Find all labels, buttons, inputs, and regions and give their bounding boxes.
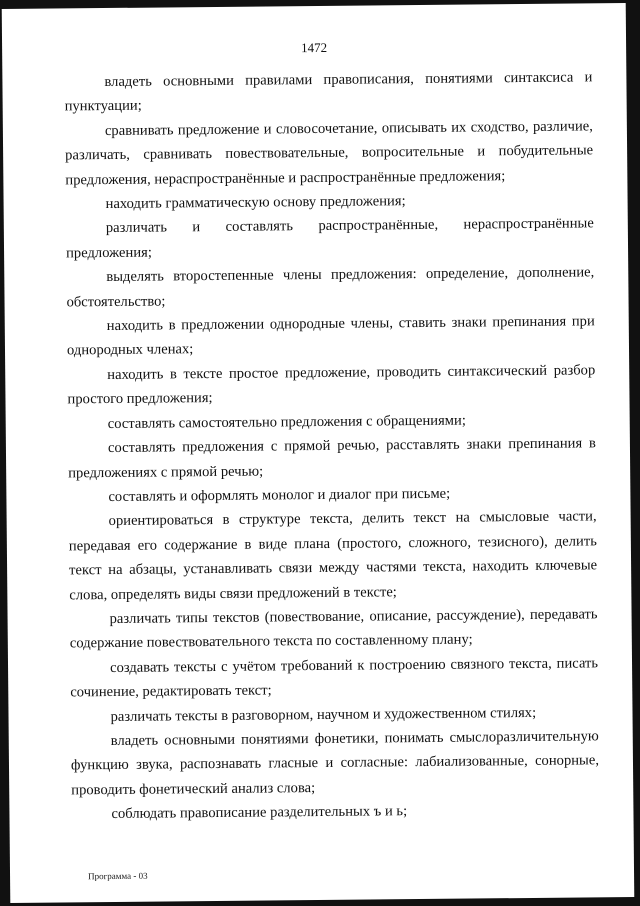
paragraph: различать типы текстов (повествование, описание, рассуждение), передавать содержание повествовательного текста по составленному плану; — [69, 606, 598, 652]
paragraph: различать и составлять распространённые, нераспространённые предложения; — [65, 215, 594, 262]
paragraph: ориентироваться в структуре текста, делить текст на смысловые части, передавая его содержание в виде плана (простого, сложного, тезисного), делить текст на абзацы, устанавливать связи между частями текста, находить ключевые слова, определять виды связи предложений в тексте; — [68, 508, 598, 603]
paragraph: находить в тексте простое предложение, проводить синтаксический разбор простого предложения; — [67, 362, 596, 408]
paragraph: владеть основными правилами правописания, понятиями синтаксиса и пунктуации; — [64, 69, 593, 115]
page-number: 1472 — [301, 39, 328, 56]
paragraph: создавать тексты с учётом требований к построению связного текста, писать сочинение, редактировать текст; — [70, 655, 599, 701]
paragraph: сравнивать предложение и словосочетание, описывать их сходство, различие, различать, сравнивать повествовательные, вопросительные и побудительные предложения, нераспространённые и распространённые предложения; — [65, 118, 594, 189]
paragraph: соблюдать правописание разделительных ъ и ь; — [111, 803, 408, 823]
paragraph: составлять самостоятельно предложения с обращениями; — [107, 412, 466, 432]
paragraph: выделять второстепенные члены предложения: определение, дополнение, обстоятельство; — [66, 264, 595, 311]
document-page — [2, 3, 635, 903]
paragraph: владеть основными понятиями фонетики, понимать смыслоразличительную функцию звука, распознавать гласные и согласные: лабиализованные, сонорные, проводить фонетический анализ слова; — [70, 728, 600, 799]
paragraph: находить в предложении однородные члены, ставить знаки препинания при однородных членах; — [66, 313, 595, 359]
page-body — [64, 65, 599, 827]
paragraph: составлять предложения с прямой речью, расставлять знаки препинания в предложениях с прямой речью; — [68, 435, 596, 481]
paragraph: находить грамматическую основу предложения; — [105, 193, 406, 213]
footer-program-label: Программа - 03 — [88, 870, 148, 882]
paragraph: составлять и оформлять монолог и диалог при письме; — [108, 485, 451, 505]
paragraph: различать тексты в разговорном, научном и художественном стилях; — [110, 704, 537, 725]
